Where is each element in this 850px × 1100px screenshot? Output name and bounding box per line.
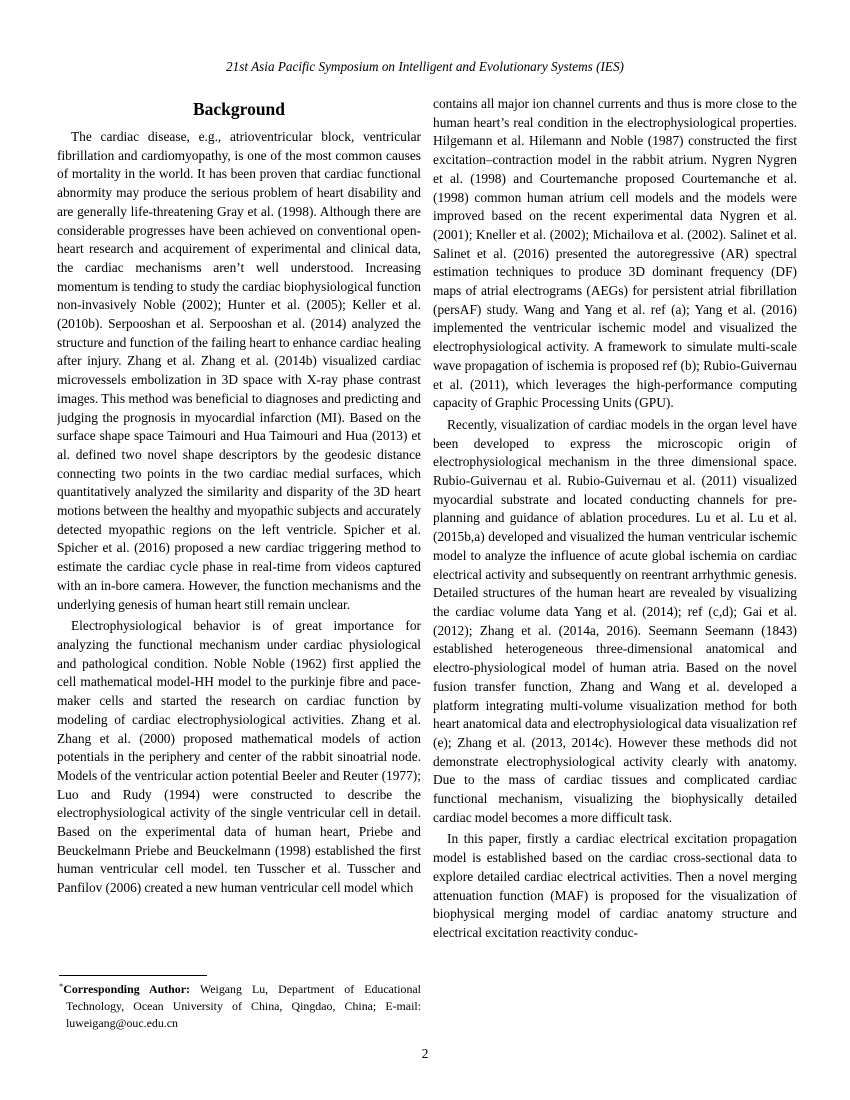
running-header: 21st Asia Pacific Symposium on Intelligent and Evolutionary Systems (IES) [226, 59, 624, 74]
body-paragraph: In this paper, firstly a cardiac electrical excitation propagation model is established based on the cardiac cross-sectional data to explore detailed cardiac electrical activities. Then a novel merging attenuation function (MAF) is proposed for the visualization of biophysical merging model of cardiac anatomy structure and electrical excitation reactivity conduc- [433, 831, 797, 940]
footnote-rule [59, 975, 207, 976]
page-number: 2 [421, 1046, 429, 1061]
section-heading: Background [192, 99, 286, 119]
body-paragraph: The cardiac disease, e.g., atrioventricular block, ventricular fibrillation and cardiomyopathy, is one of the most common causes of mortality in the world. It has been proven that cardiac functional abnormity may produce the serious problem of heart disability and are generally life-threatening Gray et al. (1998). Although there are considerable progresses have been achieved on conventional open-heart research and acquirement of experimental and clinical data, the cardiac mechanisms aren’t well understood. Increasing momentum is tending to study the cardiac biophysiological function non-invasively Noble (2002); Hunter et al. (2005); Keller et al. (2010b). Serpooshan et al. Serpooshan et al. (2014) analyzed the structure and function of the failing heart to enhance cardiac healing after injury. Zhang et al. Zhang et al. (2014b) visualized cardiac microvessels embolization in 3D space with X-ray phase contrast images. This method was beneficial to diagnoses and predicting and judging the prognosis in myocardial infarction (MI). Based on the surface shape space Taimouri and Hua Taimouri and Hua (2013) et al. defined two novel shape descriptors by the geodesic distance connecting two points in the two cardiac medial surfaces, which quantitatively analyzed the similarity and disparity of the 3D heart motions between the healthy and myopathic subjects and accurately detected myopathic regions on the left ventricle. Spicher et al. Spicher et al. (2016) proposed a new cardiac triggering method to estimate the cardiac cycle phase in real-time from videos captured with an in-bore camera. However, the function mechanisms and the underlying genesis of human heart still remain unclear. [57, 129, 421, 612]
body-paragraph: Recently, visualization of cardiac models in the organ level have been developed to express the microscopic origin of electrophysiological mechanism in the three dimensional space. Rubio-Guivernau et al. Rubio-Guivernau et al. (2011) visualized myocardial substrate and located conducting channels for pre-planning and guidance of ablation procedures. Lu et al. Lu et al. (2015b,a) developed and visualized the human ventricular ischemic model to analyze the influence of acute global ischemia on cardiac electrical activity and subsequently on reentrant arrhythmic genesis. Detailed structures of the human heart are revealed by visualizing the cardiac volume data Yang et al. (2014); ref (c,d); Gai et al. (2012); Zhang et al. (2014a, 2016). Seemann Seemann (1843) established heterogeneous three-dimensional anatomical and electro-physiological model of human atria. Based on the novel fusion transfer function, Zhang and Wang et al. developed a platform integrating multi-volume visualization method for both heart anatomical data and electrophysiological data visualization ref (e); Zhang et al. (2013, 2014c). However these methods did not demonstrate electrophysiological activity clearly with anatomy. Due to the mass of cardiac tissues and complicated cardiac functional mechanism, visualizing the biophysically detailed cardiac model becomes a more difficult task. [433, 416, 797, 825]
right-column [433, 95, 797, 1035]
left-column [57, 98, 421, 974]
footnote-marker: * [59, 981, 64, 991]
body-paragraph: contains all major ion channel currents and thus is more close to the human heart’s real condition in the electrophysiological properties. Hilgemann et al. Hilemann and Noble (1987) constructed the first excitation–contraction model in the rabbit atrium. Nygren Nygren et al. (1998) and Courtemanche proposed Courtemanche et al. (1998) common human atrium cell models and the models were improved based on the recent experimental data Nygren et al. (2001); Kneller et al. (2002); Michailova et al. (2002). Salinet et al. Salinet et al. (2016) presented the autoregressive (AR) spectral estimation techniques to produce 3D dominant frequency (DF) maps of atrial electrograms (AEGs) for persistent atrial fibrillation (persAF) study. Wang and Yang et al. ref (a); Yang et al. (2016) implemented the ventricular ischemic model and visualized the electrophysiological activity. A framework to simulate multi-scale wave propagation of ischemia is proposed ref (b); Rubio-Guivernau et al. (2011), which leverages the high-performance computing capacity of Graphic Processing Units (GPU). [433, 96, 797, 411]
footnote-text [57, 981, 421, 1031]
body-paragraph: Electrophysiological behavior is of great importance for analyzing the functional mechanism under cardiac physiological and pathological condition. Noble Noble (1962) first applied the cell mathematical model-HH model to the purkinje fibre and pace-maker cells and started the research on cardiac function by modeling of cardiac electrophysiological activities. Zhang et al. Zhang et al. (2000) proposed mathematical models of action potentials in the periphery and center of the rabbit sinoatrial node. Models of the ventricular action potential Beeler and Reuter (1977); Luo and Rudy (1994) were constructed to describe the electrophysiological activity of the single ventricular cell in detail. Based on the experimental data of human heart, Priebe and Beuckelmann Priebe and Beuckelmann (1998) established the first human ventricular cell model. ten Tusscher et al. Tusscher and Panfilov (2006) created a new human ventricular cell model which [57, 618, 421, 896]
footnote [57, 975, 421, 1031]
footnote-body: Weigang Lu, Department of Educational Technology, Ocean University of China, Qingdao, China; E-mail: luweigang@ouc.edu.cn [66, 982, 421, 1030]
footnote-label: Corresponding Author: [63, 982, 190, 996]
